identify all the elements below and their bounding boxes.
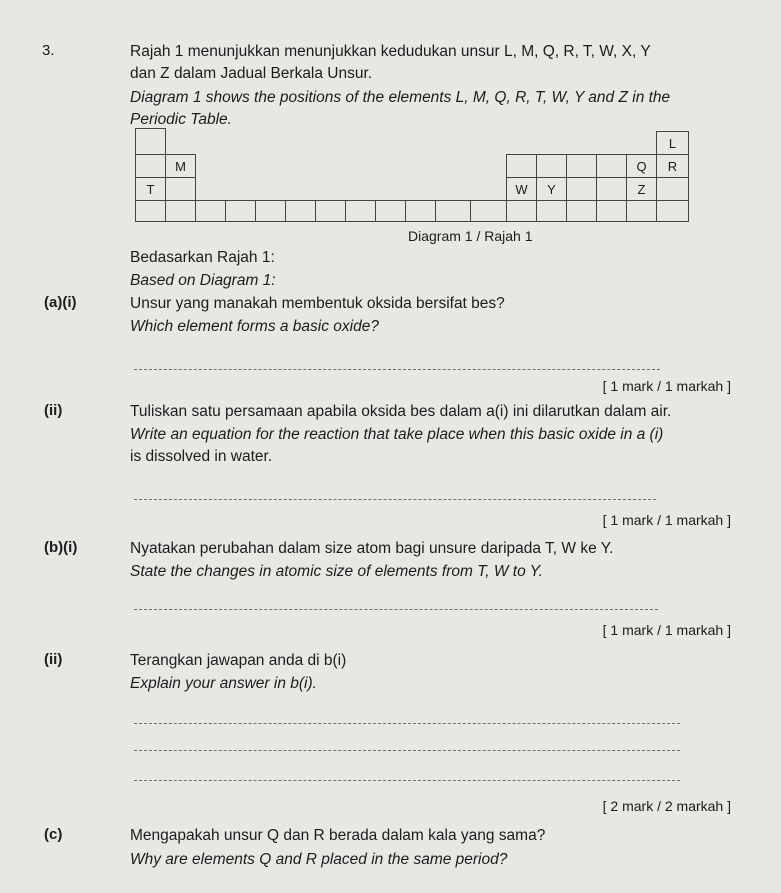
pt-cell-period4-group2 bbox=[165, 200, 196, 222]
part-a-i-text-malay: Unsur yang manakah membentuk oksida bersifat bes? bbox=[130, 295, 505, 312]
answer-line[interactable] bbox=[134, 750, 680, 751]
part-c-label: (c) bbox=[44, 826, 63, 843]
pt-cell-transition bbox=[225, 200, 256, 222]
pt-cell-period2-group1 bbox=[135, 154, 166, 178]
pt-cell-period4-group18 bbox=[656, 200, 689, 222]
intro-english-line-2: Periodic Table. bbox=[130, 111, 232, 128]
pt-cell-Z: Z bbox=[626, 177, 657, 201]
part-b-i-text-malay: Nyatakan perubahan dalam size atom bagi unsure daripada T, W ke Y. bbox=[130, 540, 614, 557]
answer-line[interactable] bbox=[134, 609, 658, 610]
pt-cell-T: T bbox=[135, 177, 166, 201]
part-a-i-text-english: Which element forms a basic oxide? bbox=[130, 318, 379, 335]
part-a-ii-text-malay: Tuliskan satu persamaan apabila oksida bes dalam a(i) ini dilarutkan dalam air. bbox=[130, 403, 672, 420]
pt-cell-transition bbox=[375, 200, 406, 222]
part-b-ii-text-malay: Terangkan jawapan anda di b(i) bbox=[130, 652, 347, 669]
pt-cell-period4-group17 bbox=[626, 200, 657, 222]
part-b-ii-label: (ii) bbox=[44, 651, 63, 668]
part-a-i-label: (a)(i) bbox=[44, 294, 77, 311]
pt-cell-period2-group14 bbox=[536, 154, 567, 178]
pt-cell-period4-group16 bbox=[596, 200, 627, 222]
part-b-i-text-english: State the changes in atomic size of elements from T, W to Y. bbox=[130, 563, 543, 580]
diagram-caption: Diagram 1 / Rajah 1 bbox=[408, 228, 533, 244]
pt-cell-period4-group13 bbox=[506, 200, 537, 222]
pt-cell-period2-group15 bbox=[566, 154, 597, 178]
pt-cell-period2-group13 bbox=[506, 154, 537, 178]
pt-cell-M: M bbox=[165, 154, 196, 178]
part-a-ii-mark: [ 1 mark / 1 markah ] bbox=[602, 512, 731, 528]
based-on-english: Based on Diagram 1: bbox=[130, 272, 276, 289]
pt-cell-period2-group16 bbox=[596, 154, 627, 178]
pt-cell-transition bbox=[315, 200, 346, 222]
intro-malay-line-2: dan Z dalam Jadual Berkala Unsur. bbox=[130, 65, 373, 82]
part-b-ii-mark: [ 2 mark / 2 markah ] bbox=[602, 798, 731, 814]
pt-cell-transition bbox=[470, 200, 507, 222]
question-number: 3. bbox=[42, 42, 55, 59]
part-c-text-malay: Mengapakah unsur Q dan R berada dalam kala yang sama? bbox=[130, 827, 546, 844]
part-b-i-label: (b)(i) bbox=[44, 539, 78, 556]
pt-cell-transition bbox=[435, 200, 471, 222]
pt-cell-transition bbox=[255, 200, 286, 222]
pt-cell-transition bbox=[285, 200, 316, 222]
pt-cell-period4-group15 bbox=[566, 200, 597, 222]
pt-cell-transition bbox=[405, 200, 436, 222]
pt-cell-period4-group1 bbox=[135, 200, 166, 222]
pt-cell-L: L bbox=[656, 131, 689, 155]
pt-cell-Y: Y bbox=[536, 177, 567, 201]
pt-cell-period3-group18 bbox=[656, 177, 689, 201]
pt-cell-period3-group15 bbox=[566, 177, 597, 201]
part-c-text-english: Why are elements Q and R placed in the same period? bbox=[130, 851, 508, 868]
part-a-i-mark: [ 1 mark / 1 markah ] bbox=[602, 378, 731, 394]
pt-cell-R: R bbox=[656, 154, 689, 178]
pt-cell-transition bbox=[195, 200, 226, 222]
pt-cell-period1-group1 bbox=[135, 128, 166, 155]
pt-cell-transition bbox=[345, 200, 376, 222]
part-a-ii-text-english-line-2: is dissolved in water. bbox=[130, 448, 273, 465]
pt-cell-W: W bbox=[506, 177, 537, 201]
answer-line[interactable] bbox=[134, 723, 680, 724]
pt-cell-period3-group16 bbox=[596, 177, 627, 201]
part-b-ii-text-english: Explain your answer in b(i). bbox=[130, 675, 317, 692]
part-a-ii-text-english-line-1: Write an equation for the reaction that take place when this basic oxide in a (i) bbox=[130, 426, 664, 443]
based-on-malay: Bedasarkan Rajah 1: bbox=[130, 249, 275, 266]
answer-line[interactable] bbox=[134, 499, 656, 500]
answer-line[interactable] bbox=[134, 369, 660, 370]
pt-cell-period3-group2 bbox=[165, 177, 196, 201]
pt-cell-period4-group14 bbox=[536, 200, 567, 222]
answer-line[interactable] bbox=[134, 780, 680, 781]
part-b-i-mark: [ 1 mark / 1 markah ] bbox=[602, 622, 731, 638]
part-a-ii-label: (ii) bbox=[44, 402, 63, 419]
intro-english-line-1: Diagram 1 shows the positions of the elements L, M, Q, R, T, W, Y and Z in the bbox=[130, 89, 671, 106]
intro-malay-line-1: Rajah 1 menunjukkan menunjukkan kedudukan unsur L, M, Q, R, T, W, X, Y bbox=[130, 43, 651, 60]
pt-cell-Q: Q bbox=[626, 154, 657, 178]
